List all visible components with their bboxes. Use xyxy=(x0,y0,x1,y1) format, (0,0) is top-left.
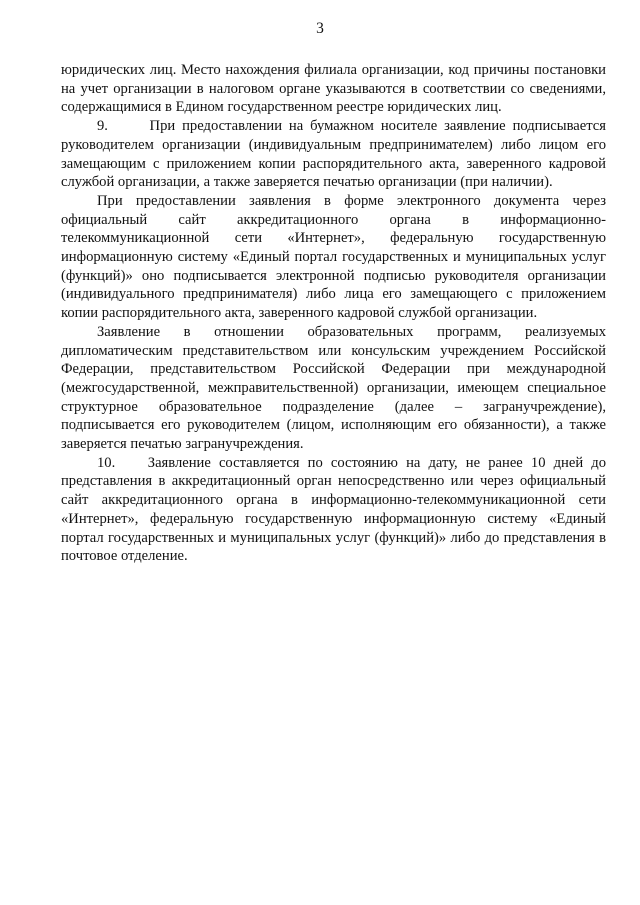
document-body xyxy=(61,61,606,566)
paragraph-foreign-mission: Заявление в отношении образовательных программ, реализуемых дипломатическим представительством или консульским учреждением Российской Федерации, представительством Российской Федерации при международной (межгосударственной, межправительственной) организации, имеющем специальное структурное образовательное подразделение (далее – загранучреждение), подписывается его руководителем (лицом, исполняющим его обязанности), а также заверяется печатью загранучреждения. xyxy=(61,323,606,453)
paragraph-legal-entities: юридических лиц. Место нахождения филиала организации, код причины постановки на учет организации в налоговом органе указываются в соответствии со сведениями, содержащимися в Едином государственном реестре юридических лиц. xyxy=(61,62,606,116)
paragraph-electronic-submission: При предоставлении заявления в форме электронного документа через официальный сайт аккредитационного органа в информационно-телекоммуникационной сети «Интернет», федеральную государственную информационную систему «Единый портал государственных и муниципальных услуг (функций)» оно подписывается электронной подписью руководителя организации (индивидуального предпринимателя) либо лица его замещающего с приложением копии распорядительного акта, заверенного кадровой службой организации. xyxy=(61,192,606,322)
page-number: 3 xyxy=(316,20,324,37)
paragraph-item-9: 9. При предоставлении на бумажном носителе заявление подписывается руководителем организации (индивидуальным предпринимателем) либо лицом его замещающим с приложением копии распорядительного акта, заверенного кадровой службой организации, а также заверяется печатью организации (при наличии). xyxy=(61,118,606,191)
paragraph-item-10: 10. Заявление составляется по состоянию на дату, не ранее 10 дней до представления в аккредитационный орган непосредственно или через официальный сайт аккредитационного органа в информационно-телекоммуникационной сети «Интернет», федеральную государственную информационную систему «Единый портал государственных и муниципальных услуг (функций)» либо до представления в почтовое отделение. xyxy=(61,454,606,565)
